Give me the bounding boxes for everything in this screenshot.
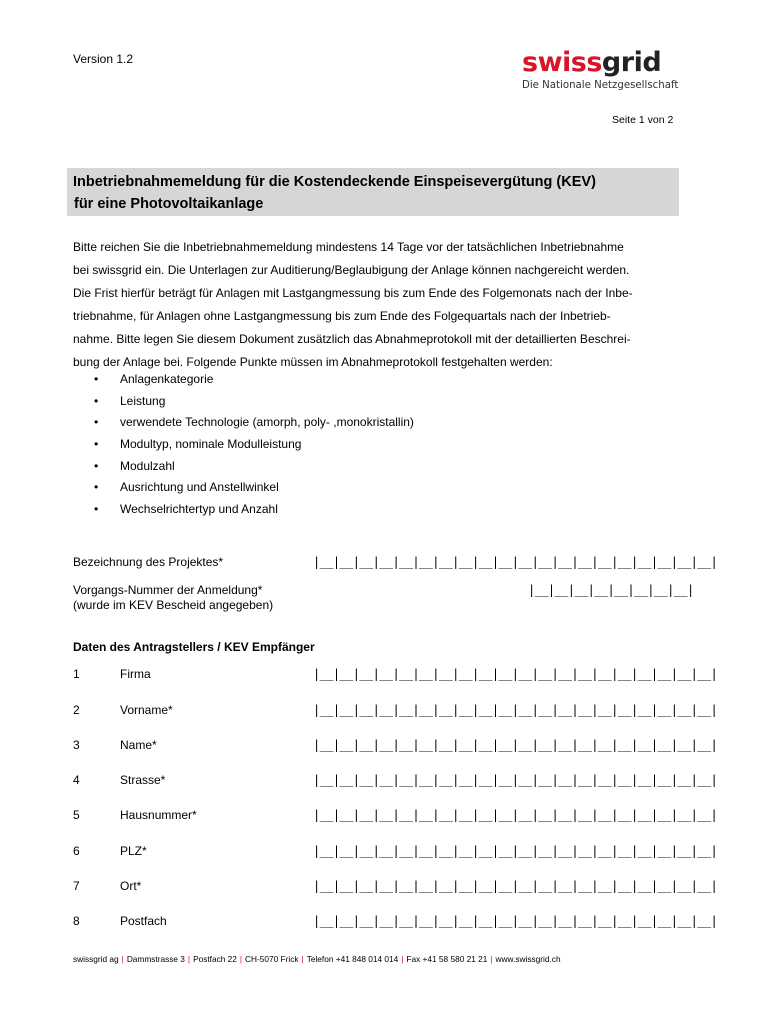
requirements-list [73,372,573,524]
logo-swiss: swiss [522,47,602,78]
list-item-text: Anlagenkategorie [120,372,214,386]
list-item-text: Modulzahl [120,458,175,473]
list-item-text: Ausrichtung und Anstellwinkel [120,480,279,495]
plz-field[interactable]: |__|__|__|__|__|__|__|__|__|__|__|__|__|__|__|__|__|__|__|__| [313,844,718,858]
bullet-icon: • [94,393,99,408]
logo-grid: grid [601,47,662,78]
footer-phone: Telefon +41 848 014 014 [306,954,399,964]
list-item-text: Leistung [120,393,166,408]
list-item [73,459,573,481]
row-number: 6 [73,844,80,858]
footer-street: Dammstrasse 3 [126,954,185,964]
footer-city: CH-5070 Frick [245,954,299,964]
postfach-field[interactable]: |__|__|__|__|__|__|__|__|__|__|__|__|__|__|__|__|__|__|__|__| [313,914,718,928]
list-item [73,372,573,394]
bullet-icon: • [94,437,99,452]
bullet-icon: • [94,458,99,473]
strasse-field[interactable]: |__|__|__|__|__|__|__|__|__|__|__|__|__|__|__|__|__|__|__|__| [313,773,718,787]
procedure-number-field[interactable]: |__|__|__|__|__|__|__|__| [528,583,694,597]
footer-separator: | [239,954,243,964]
row-number: 2 [73,703,80,717]
footer-website-link[interactable]: www.swissgrid.ch [495,954,561,964]
project-name-field[interactable]: |__|__|__|__|__|__|__|__|__|__|__|__|__|__|__|__|__|__|__|__| [313,555,718,569]
row-number: 4 [73,773,80,787]
intro-line: triebnahme, für Anlagen ohne Lastgangmessung bis zum Ende des Folgequartals nach der Inbetrieb- [73,309,611,323]
hausnummer-field[interactable]: |__|__|__|__|__|__|__|__|__|__|__|__|__|__|__|__|__|__|__|__| [313,808,718,822]
row-label: Postfach [120,914,167,928]
intro-line: bung der Anlage bei. Folgende Punkte müssen im Abnahmeprotokoll festgehalten werden: [73,355,553,369]
applicant-row-plz [73,844,718,862]
list-item [73,394,573,416]
list-item [73,480,573,502]
page-footer [73,954,561,964]
footer-separator: | [490,954,493,964]
footer-fax: Fax +41 58 580 21 21 [406,954,488,964]
applicant-row-hausnummer [73,808,718,826]
list-item-text: verwendete Technologie (amorph, poly- ,monokristallin) [120,415,414,430]
applicant-row-postfach [73,914,718,932]
list-item-text: Modultyp, nominale Modulleistung [120,437,302,452]
applicant-row-strasse [73,773,718,791]
intro-line: Die Frist hierfür beträgt für Anlagen mit Lastgangmessung bis zum Ende des Folgemonats nach der Inbe- [73,286,633,300]
intro-line: bei swissgrid ein. Die Unterlagen zur Auditierung/Beglaubigung der Anlage können nachgereicht werden. [73,263,630,277]
row-label: Ort* [120,879,142,893]
row-number: 3 [73,738,80,752]
vorname-field[interactable]: |__|__|__|__|__|__|__|__|__|__|__|__|__|__|__|__|__|__|__|__| [313,703,718,717]
title-box [67,168,679,216]
row-number: 8 [73,914,80,928]
list-item [73,502,573,524]
row-label: Strasse* [120,773,166,787]
row-label: Name* [120,738,157,752]
footer-separator: | [187,954,191,964]
list-item-text: Wechselrichtertyp und Anzahl [120,502,278,517]
footer-separator: | [401,954,404,964]
page-number: Seite 1 von 2 [612,114,674,126]
project-name-label: Bezeichnung des Projektes* [73,555,224,569]
row-label: PLZ* [120,844,147,858]
name-field[interactable]: |__|__|__|__|__|__|__|__|__|__|__|__|__|__|__|__|__|__|__|__| [313,738,718,752]
firma-field[interactable]: |__|__|__|__|__|__|__|__|__|__|__|__|__|__|__|__|__|__|__|__| [313,667,718,681]
footer-company: swissgrid ag [73,954,119,964]
applicant-section-heading: Daten des Antragstellers / KEV Empfänger [73,640,315,654]
applicant-row-vorname [73,703,718,721]
swissgrid-logo [522,48,682,91]
row-label: Firma [120,667,151,681]
row-number: 1 [73,667,80,681]
ort-field[interactable]: |__|__|__|__|__|__|__|__|__|__|__|__|__|__|__|__|__|__|__|__| [313,879,718,893]
document-subtitle: für eine Photovoltaikanlage [74,196,264,212]
bullet-icon: • [94,415,99,430]
list-item [73,415,573,437]
logo-subtitle: Die Nationale Netzgesellschaft [522,80,679,91]
intro-line: Bitte reichen Sie die Inbetriebnahmemeldung mindestens 14 Tage vor der tatsächlichen Inbetriebnahme [73,240,624,254]
bullet-icon: • [94,480,99,495]
list-item [73,437,573,459]
applicant-row-firma [73,667,718,685]
bullet-icon: • [94,502,99,517]
intro-paragraph [73,236,678,374]
document-title: Inbetriebnahmemeldung für die Kostendeckende Einspeisevergütung (KEV) [73,174,596,190]
row-number: 5 [73,808,80,822]
applicant-row-name [73,738,718,756]
row-label: Vorname* [120,703,173,717]
procedure-number-label: Vorgangs-Nummer der Anmeldung* [73,583,263,597]
footer-separator: | [121,954,124,964]
bullet-icon: • [94,372,99,386]
logo-wordmark [522,48,682,78]
footer-postbox: Postfach 22 [193,954,237,964]
footer-separator: | [301,954,304,964]
procedure-number-sublabel: (wurde im KEV Bescheid angegeben) [73,598,274,612]
applicant-row-ort [73,879,718,897]
document-version: Version 1.2 [73,52,134,66]
intro-line: nahme. Bitte legen Sie diesem Dokument zusätzlich das Abnahmeprotokoll mit der detaillierten Beschrei- [73,332,631,346]
row-label: Hausnummer* [120,808,197,822]
row-number: 7 [73,879,80,893]
